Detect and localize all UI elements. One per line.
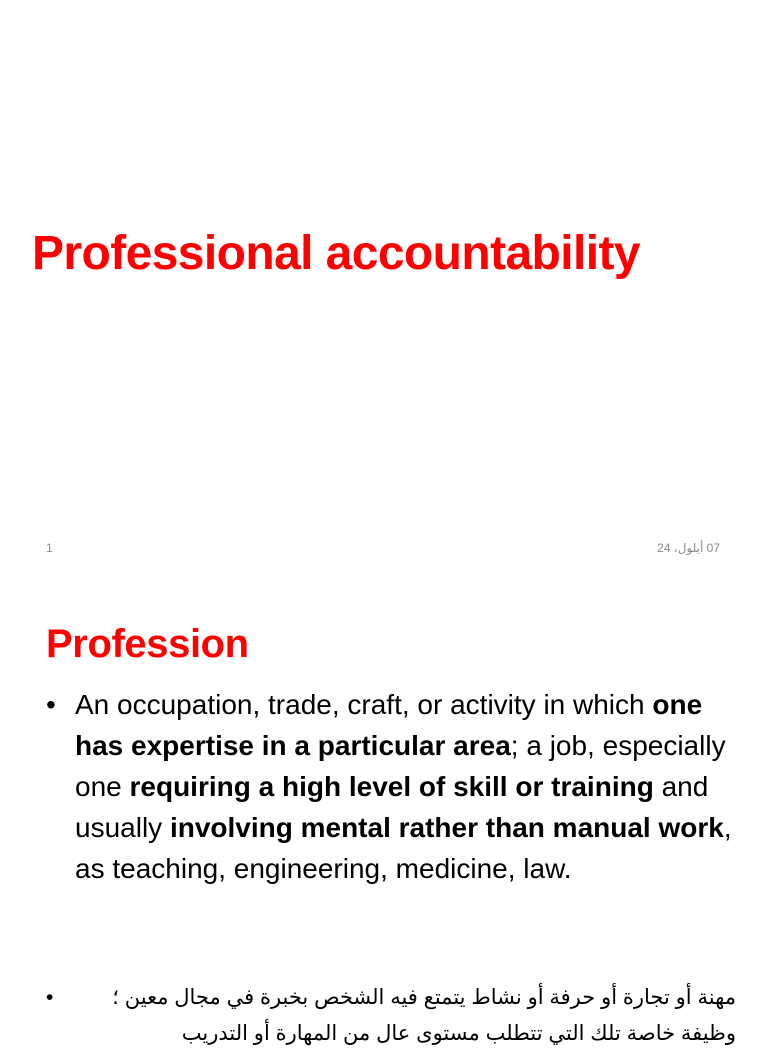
definition-segment: ; a job, especially one	[75, 730, 726, 802]
definition-segment: and usually	[75, 771, 709, 843]
bullet-icon: •	[46, 986, 54, 1009]
definition-emphasis: requiring a high level of skill or training	[129, 771, 654, 802]
definition-bullet-english	[46, 684, 736, 889]
definition-emphasis: involving mental rather than manual work	[169, 812, 724, 843]
definition-text	[75, 684, 736, 889]
bullet-icon: •	[46, 689, 56, 720]
definition-bullet-arabic	[46, 980, 736, 1052]
slide-number: 1	[46, 541, 53, 555]
definition-emphasis: one has expertise in a particular area	[75, 689, 703, 761]
definition-segment: , as teaching, engineering, medicine, law.	[75, 812, 732, 884]
section-heading: Profession	[46, 622, 249, 666]
slide-title: Professional accountability	[32, 227, 640, 280]
definition-segment: An occupation, trade, craft, or activity in which	[75, 689, 653, 720]
slide-date: 07 أيلول، 24	[657, 541, 720, 555]
arabic-definition-text: مهنة أو تجارة أو حرفة أو نشاط يتمتع فيه الشخص بخبرة في مجال معين ؛ وظيفة خاصة تلك التي تتطلب مستوى عال من المهارة أو التدريب	[112, 986, 736, 1045]
